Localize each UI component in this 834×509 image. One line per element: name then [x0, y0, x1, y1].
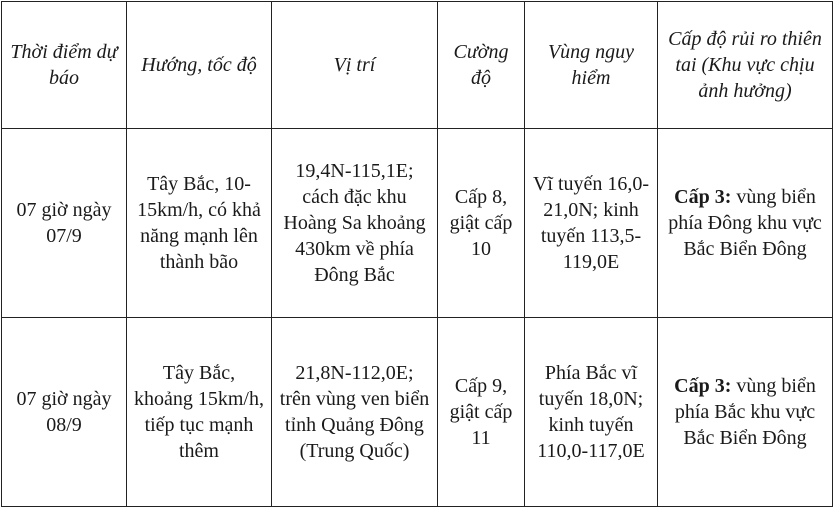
- header-danger-zone: Vùng nguy hiểm: [525, 2, 658, 129]
- cell-risk-level: [658, 318, 833, 507]
- cell-forecast-time: 07 giờ ngày 08/9: [2, 318, 127, 507]
- header-forecast-time: Thời điểm dự báo: [2, 2, 127, 129]
- cell-position: 21,8N-112,0E; trên vùng ven biển tỉnh Quảng Đông (Trung Quốc): [272, 318, 438, 507]
- cell-risk-level: [658, 129, 833, 318]
- risk-level-area: vùng biển phía Bắc khu vực Bắc Biển Đông: [674, 375, 816, 449]
- header-risk-level: Cấp độ rủi ro thiên tai (Khu vực chịu ảnh hưởng): [658, 2, 833, 129]
- header-direction-speed: Hướng, tốc độ: [127, 2, 272, 129]
- cell-direction-speed: Tây Bắc, khoảng 15km/h, tiếp tục mạnh thêm: [127, 318, 272, 507]
- table-header-row: [2, 2, 833, 129]
- risk-level-area: vùng biển phía Đông khu vực Bắc Biển Đông: [668, 186, 822, 260]
- cell-forecast-time: 07 giờ ngày 07/9: [2, 129, 127, 318]
- cell-direction-speed: Tây Bắc, 10-15km/h, có khả năng mạnh lên thành bão: [127, 129, 272, 318]
- cell-intensity: Cấp 9, giật cấp 11: [438, 318, 525, 507]
- header-intensity: Cường độ: [438, 2, 525, 129]
- table-row: [2, 129, 833, 318]
- cell-intensity: Cấp 8, giật cấp 10: [438, 129, 525, 318]
- header-position: Vị trí: [272, 2, 438, 129]
- forecast-table: [1, 1, 833, 507]
- cell-danger-zone: Phía Bắc vĩ tuyến 18,0N; kinh tuyến 110,0-117,0E: [525, 318, 658, 507]
- risk-level-label: Cấp 3:: [674, 375, 732, 397]
- cell-position: 19,4N-115,1E; cách đặc khu Hoàng Sa khoảng 430km về phía Đông Bắc: [272, 129, 438, 318]
- risk-level-label: Cấp 3:: [674, 186, 732, 208]
- cell-danger-zone: Vĩ tuyến 16,0-21,0N; kinh tuyến 113,5-119,0E: [525, 129, 658, 318]
- table-row: [2, 318, 833, 507]
